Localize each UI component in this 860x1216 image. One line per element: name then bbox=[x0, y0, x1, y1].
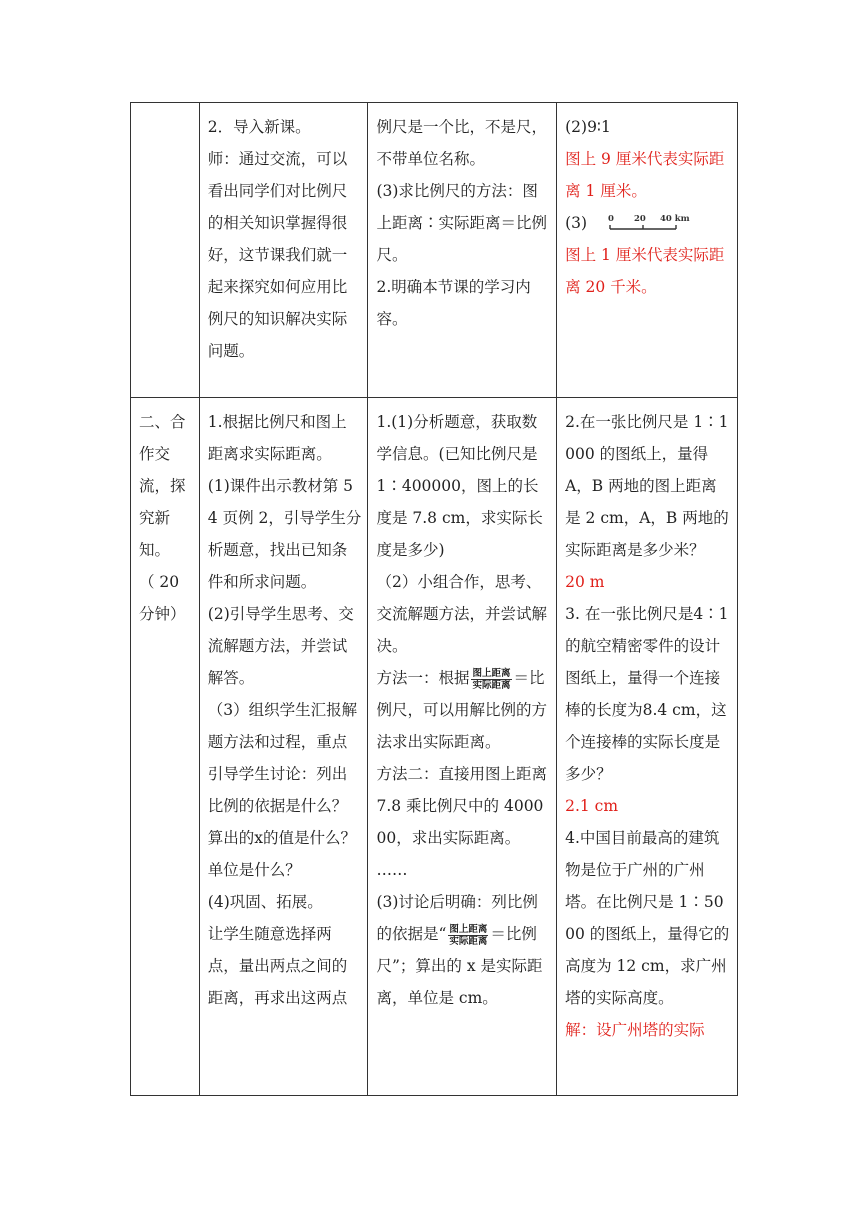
conclusion-prefix: (3)讨论后明确：列比例的依据是“ bbox=[376, 893, 538, 943]
student-activity-cell bbox=[368, 103, 557, 398]
method-one-suffix: ＝比例尺，可以用解比例的方法求出实际距离。 bbox=[376, 669, 547, 751]
teacher-activity-cell bbox=[199, 103, 368, 398]
student-activity-cell bbox=[368, 398, 557, 1096]
scale-tick-label: 40 km bbox=[660, 214, 690, 224]
teacher-activity-cell bbox=[199, 398, 368, 1096]
paragraph: 师：通过交流，可以看出同学们对比例尺的相关知识掌握得很好，这节课我们就一起来探究如何应用比例尺的知识解决实际问题。 bbox=[207, 150, 348, 360]
exercise-answer: 2.1 cm bbox=[565, 797, 619, 815]
exercise-question: (2)9∶1 bbox=[565, 118, 611, 136]
exercise-cell bbox=[557, 103, 738, 398]
exercise-answer: 解：设广州塔的实际 bbox=[565, 1021, 705, 1039]
exercise-question: 2.在一张比例尺是 1∶1000 的图纸上，量得A，B 两地的图上距离是 2 cm，A，B 两地的实际距离是多少米？ bbox=[565, 413, 729, 559]
stage-time: （ 20 分钟） bbox=[139, 573, 186, 623]
paragraph: 1.(1)分析题意，获取数学信息。(已知比例尺是 1∶400000，图上的长度是 7.8 cm，求实际长度是多少) bbox=[376, 413, 543, 559]
paragraph: 2.明确本节课的学习内容。 bbox=[376, 278, 531, 328]
paragraph: (3)求比例尺的方法：图上距离∶实际距离＝比例尺。 bbox=[376, 182, 547, 264]
paragraph bbox=[376, 662, 550, 758]
paragraph: 方法二：直接用图上距离 7.8 乘比例尺中的 400000，求出实际距离。 bbox=[376, 765, 547, 847]
exercise-answer: 图上 1 厘米代表实际距离 20 千米。 bbox=[565, 246, 725, 296]
paragraph: 例尺是一个比，不是尺，不带单位名称。 bbox=[376, 118, 547, 168]
paragraph: 2．导入新课。 bbox=[207, 118, 311, 136]
exercise-cell bbox=[557, 398, 738, 1096]
fraction-numerator: 图上距离 bbox=[449, 923, 488, 935]
paragraph: (1)课件出示教材第 54 页例 2，引导学生分析题意，找出已知条件和所求问题。 bbox=[207, 477, 362, 591]
paragraph: 让学生随意选择两点，量出两点之间的距离，再求出这两点 bbox=[207, 925, 348, 1007]
line-scale-figure bbox=[606, 212, 698, 236]
stage-cell bbox=[131, 103, 200, 398]
exercise-question bbox=[565, 207, 731, 239]
stage-title: 二、合作交流，探究新知。 bbox=[139, 413, 186, 559]
fraction-denominator: 实际距离 bbox=[449, 935, 488, 947]
lesson-plan-table bbox=[130, 102, 738, 1096]
paragraph bbox=[376, 886, 550, 1014]
method-one-prefix: 方法一：根据 bbox=[376, 669, 470, 687]
fraction bbox=[471, 668, 511, 691]
fraction bbox=[448, 924, 488, 947]
scale-tick-label: 0 bbox=[608, 214, 614, 224]
conclusion-suffix: ＝比例尺”；算出的 x 是实际距离，单位是 cm。 bbox=[376, 925, 543, 1007]
ellipsis: …… bbox=[376, 861, 408, 879]
paragraph: 1.根据比例尺和图上距离求实际距离。 bbox=[207, 413, 347, 463]
paragraph: (4)巩固、拓展。 bbox=[207, 893, 323, 911]
question-label: (3) bbox=[565, 214, 588, 232]
paragraph: （3）组织学生汇报解题方法和过程，重点引导学生讨论：列出比例的依据是什么？算出的x的值是什么？单位是什么？ bbox=[207, 701, 358, 879]
table-row bbox=[131, 398, 738, 1096]
paragraph: （2）小组合作，思考、交流解题方法，并尝试解决。 bbox=[376, 573, 547, 655]
stage-cell bbox=[131, 398, 200, 1096]
paragraph: (2)引导学生思考、交流解题方法，并尝试解答。 bbox=[207, 605, 354, 687]
scale-tick-label: 20 bbox=[634, 214, 646, 224]
table-row bbox=[131, 103, 738, 398]
exercise-answer: 图上 9 厘米代表实际距离 1 厘米。 bbox=[565, 150, 725, 200]
exercise-answer: 20 m bbox=[565, 573, 605, 591]
exercise-question: 3. 在一张比例尺是4∶1 的航空精密零件的设计图纸上，量得一个连接棒的长度为8.4 cm，这个连接棒的实际长度是多少？ bbox=[565, 605, 729, 783]
fraction-numerator: 图上距离 bbox=[472, 667, 511, 679]
exercise-question: 4.中国目前最高的建筑物是位于广州的广州塔。在比例尺是 1∶5000 的图纸上，量得它的高度为 12 cm，求广州塔的实际高度。 bbox=[565, 829, 730, 1007]
fraction-denominator: 实际距离 bbox=[472, 679, 511, 691]
